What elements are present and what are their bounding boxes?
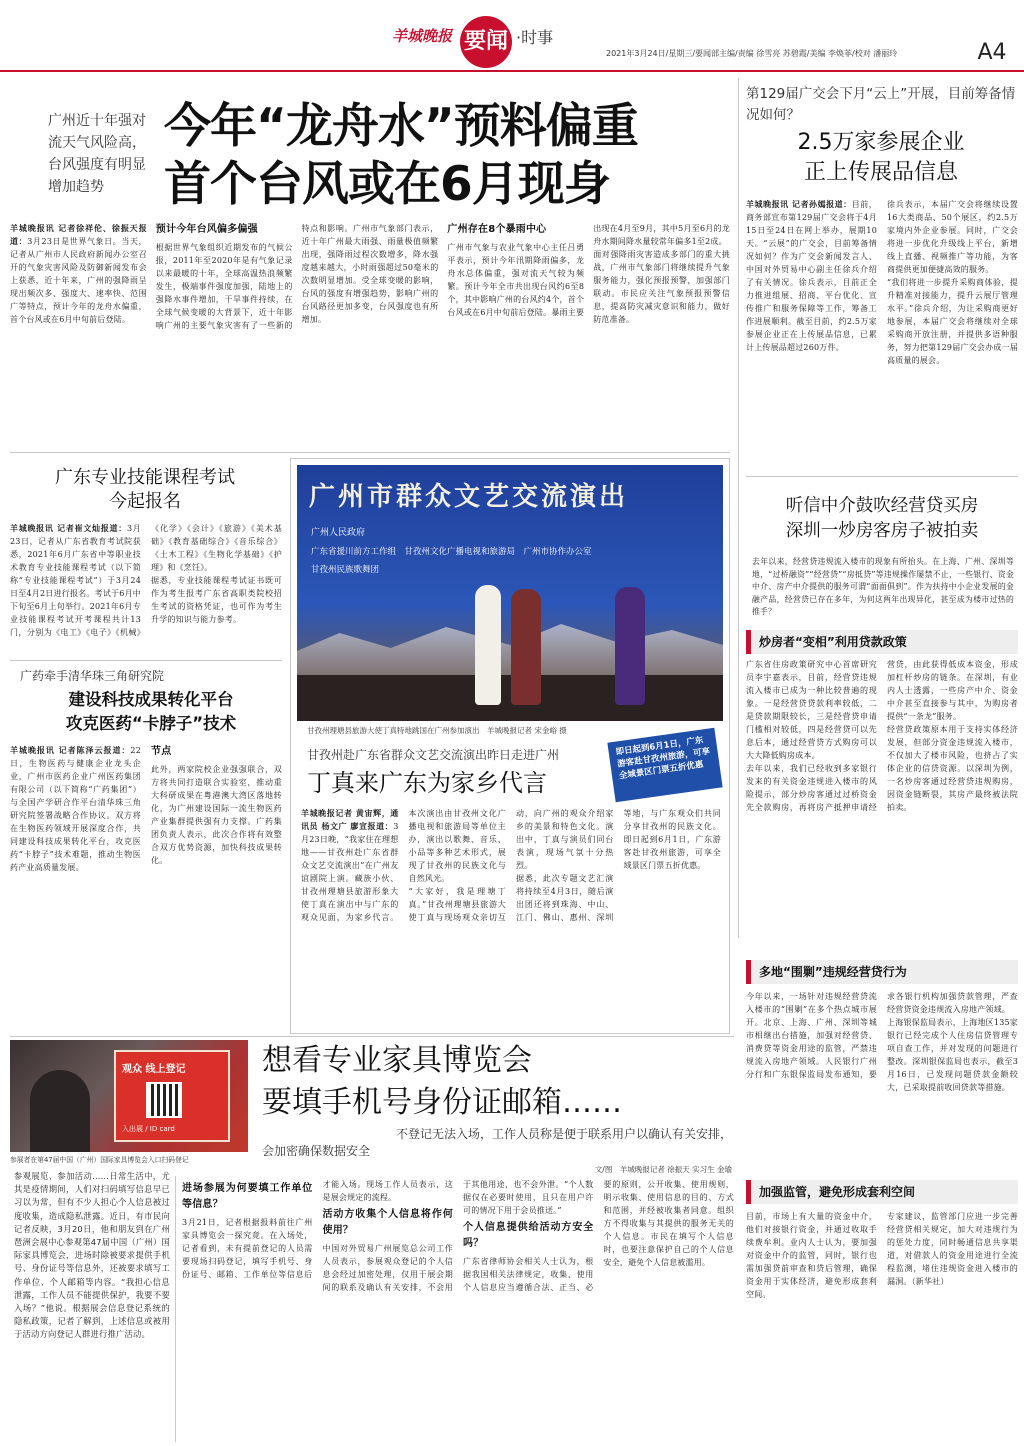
mountain-backdrop	[297, 615, 723, 675]
housing-section-2-bar: 多地“围剿”违规经营贷行为	[746, 960, 1018, 984]
expo-paragraph-3: 广东省律师协会相关人士认为，根据我国相关法律规定，收集、使用个人信息应当遵循合法、正当、必要的原则，公开收集、使用规则，明示收集、使用信息的目的、方式和范围，并经被收集者同意。组织方不得收集与其提供的服务无关的个人信息。市民在填写个人信息时，也要注意保护自己的个人信息安全，避免个人信息被滥用。	[463, 1180, 734, 1292]
divider-expo-intro	[175, 1176, 176, 1442]
canton-fair-paragraph-3: “我们将进一步提升采购商体验，提升精准对接能力，提升云展厅管理水平。”徐兵介绍，为让采购商更好地参展，本届广交会将继续对全球采购商开放注册，并提供多语种服务，努力把第129届广交会办成一届高质量的展会。	[887, 278, 1018, 365]
lead-paragraph-2: 根据世界气象组织近期发布的气候公报，2011年至2020年是有气象记录以来最暖的十年，全球高温热浪频繁发生，极端事件强度加强，陆地上的强降水事件增加，干旱事件持续，在全球气候变暖的大背景下，近十年影响广州的主要气象灾害有了一些新的特点和影响。广州市气象部门表示，近十年广州最大雨强、雨量极值频繁出现，强降雨过程次数增多，降水强度越来越大，小时雨强超过50毫米的次数明显增加。受全球变暖的影响，台风的强度有增强趋势，影响广州的台风路径更加多变，台风强度也有所增加。	[155, 224, 439, 330]
canton-fair-title-line-2: 正上传展品信息	[803, 160, 958, 185]
expo-subhead-2: 活动方收集个人信息将作何使用？	[322, 1209, 453, 1236]
pharma-headline	[20, 688, 282, 738]
lead-title-line-1: 今年“龙舟水”预料偏重	[164, 99, 638, 154]
housing-section-2-paragraph-2: 上海银保监局表示，上海地区135家银行已经完成个人住房信贷管理专项自查工作，并对发现的问题进行整改。深圳银保监局也表示，截至3月16日，已发现问题贷款金额较大，已采取提前收回贷款等措施。	[887, 1018, 1018, 1092]
dingzhen-paragraph-3: 据悉，此次专题文艺汇演将持续至4月3日，随后演出团还将到珠海、中山、江门、佛山、惠州、深圳等地，与广东观众们共同分享甘孜州的民族文化。即日起到6月1日，广东游客赴甘孜州旅游，可享全域景区门票五折优惠。	[516, 809, 721, 922]
pharma-paragraph-2: 此外，两家院校企业强强联合，双方将共同打造联合实验室，推动重大科研成果在粤港澳大湾区落地转化，为广州建设国际一流生物医药产业集群提供强有力支撑。广药集团负责人表示，此次合作将有效整合双方优势资源，加快科技成果转化。	[151, 765, 282, 865]
skills-exam-title-line-2: 今起报名	[109, 491, 181, 512]
skills-exam-paragraph-2: 据悉，专业技能课程考试证书既可作为考生报考广东省高职类院校招生考试的资格凭证，也可作为考生升学的知识与能力参考。	[151, 576, 282, 624]
section-badge: 要闻	[460, 16, 512, 68]
pharma-title-line-1: 建设科技成果转化平台	[68, 690, 234, 709]
housing-section-3-paragraph-1: 目前，市场上有大量的资金中介，他们对接银行资金，并通过收取手续费牟利。业内人士认为，要加强对资金中介的监管，同时，银行也需加强贷前审查和贷后管理，确保资金用于实体经济，避免形成套利空间。	[746, 1212, 877, 1299]
canton-fair-headline	[746, 128, 1016, 190]
housing-section-2-paragraph-1: 今年以来，一场针对违规经营贷流入楼市的“围剿”在多个热点城市展开。北京、上海、广州、深圳等城市相继出台措施，加强对经营贷、消费贷等资金用途的监管，严禁违规流入房地产领域。人民银行广州分行和广东银保监局发布通知，要求各银行机构加强贷款管理，严查经营贷资金违规流入房地产领域。	[746, 992, 1018, 1079]
expo-sign-text: 观众 线上登记	[122, 1064, 186, 1075]
housing-section-1-body	[746, 658, 1018, 928]
skills-exam-paragraph-1: 3月23日，记者从广东省教育考试院获悉，2021年6月广东省中等职业技术教育专业技能课程考试（以下简称“专业技能课程考试”）于3月24日至4月2日进行报名。考试于6月中下旬至6月上旬举行。2021年6月专业技能课程考试开考课程共计13门，分别为《电工》《电子》《机械》《化学》《会计》《旅游》《美术基础》《教育基础综合》《音乐综合》《土木工程》《生物化学基础》《护理》和《烹饪》。	[10, 524, 282, 637]
header-rule	[0, 70, 1024, 72]
canton-fair-byline: 羊城晚报讯 记者孙嫣报道：	[746, 199, 852, 209]
lead-body	[10, 222, 730, 448]
expo-photo-caption: 参展者在第47届中国（广州）国际家具博览会入口扫码登记	[10, 1156, 189, 1164]
housing-section-3-bar: 加强监管，避免形成套利空间	[746, 1180, 1018, 1204]
skills-exam-headline	[10, 466, 280, 518]
expo-title-line-1: 想看专业家具博览会	[262, 1043, 532, 1078]
pharma-title-line-2: 攻克医药“卡脖子”技术	[65, 714, 237, 733]
lead-paragraph-3: 广州市气象与农业气象中心主任吕勇平表示，预计今年汛期降雨偏多，龙舟水总体偏重，强对流天气较为频繁。预计今年全市共出现台风约6至8个，其中影响广州的台风约4个，首个台风或在6月中旬前后登陆。暴雨主要出现在4月至9月，其中5月至6月的龙舟水期间降水量较常年偏多1至2成。	[447, 224, 730, 317]
expo-title-line-2: 要填手机号身份证邮箱……	[262, 1085, 622, 1120]
expo-deck	[262, 1126, 732, 1162]
stage-banner-org-2: 广东省援川前方工作组 甘孜州文化广播电视和旅游局 广州市协作办公室	[311, 547, 592, 557]
performer-dingzhen	[511, 589, 541, 705]
lead-headline	[164, 98, 724, 218]
housing-section-3-paragraph-2: 专家建议，监管部门应进一步完善经营贷相关规定，加大对违规行为的惩处力度，同时畅通信息共享渠道，对借款人的资金用途进行全流程监测，堵住违规资金进入楼市的漏洞。（新华社）	[887, 1212, 1018, 1286]
canton-fair-paragraph-2: 徐兵表示，本届广交会将继续设置16大类商品、50个展区，约2.5万家境内外企业参展。同时，广交会将进一步优化升级线上平台，新增线上直播、视频推广等功能，为客商提供更加便捷高效的服务。	[887, 200, 1018, 274]
discount-stamp: 即日起到6月1日，广东游客赴甘孜州旅游，可享全域景区门票五折优惠	[607, 728, 722, 802]
expo-deck-line-2: 会加密确保数据安全	[262, 1144, 371, 1158]
pharma-body	[10, 744, 282, 1034]
divider-lead-bottom	[10, 452, 730, 453]
housing-section-2-body	[746, 990, 1018, 1172]
expo-photo	[10, 1040, 248, 1152]
page-meta: 2021年3月24日/星期三/要闻部主编/责编 徐雪亮 苏碧霞/美编 李焕菲/校对 潘丽玲	[606, 49, 898, 58]
stage-banner-org-1: 广州人民政府	[311, 528, 366, 538]
lead-title-line-2: 首个台风或在6月现身	[164, 157, 610, 212]
pharma-paragraph-1: 22日，生物医药与健康企业龙头企业，广州市医药企业广州医药集团有限公司（以下简称“广药集团”）与全国产学研合作平台清华珠三角研究院签署战略合作协议。双方将在生物医药领域开展深度合作，共同建设科技成果转化平台，攻克医药“卡脖子”技术难题，推动生物医药产业高质量发展。	[10, 746, 141, 872]
expo-body	[182, 1178, 734, 1442]
performance-photo	[297, 465, 723, 721]
photo-caption: 甘孜州理塘县旅游大使丁真特地跳国在广州参加演出 羊城晚报记者 宋金峪 摄	[307, 726, 567, 735]
dingzhen-kicker: 甘孜州赴广东省群众文艺交流演出昨日走进广州	[307, 748, 560, 762]
lead-subhead-1: 预计今年台风偏多偏强	[155, 224, 258, 235]
stage-banner-org-3: 甘孜州民族歌舞团	[311, 565, 380, 575]
stage-floor	[297, 675, 723, 721]
dingzhen-headline: 丁真来广东为家乡代言	[307, 769, 547, 797]
lead-byline: 羊城晚报讯 记者徐祥伦、徐振天报道：	[10, 223, 147, 246]
stage-banner-title: 广州市群众文艺交流演出	[309, 482, 629, 512]
housing-section-3-body	[746, 1210, 1018, 1436]
expo-paragraph-2: 中国对外贸易广州展览总公司工作人员表示，参展观众登记的个人信息会经过加密处理，仅用于展会期间的联系及确认有关安排，不会用于其他用途，也不会外泄。“个人数据仅在必要时使用，且只在用户许可的情况下用于会员推送。”	[322, 1180, 594, 1292]
canton-fair-body	[746, 198, 1018, 468]
lead-kicker: 广州近十年强对流天气风险高，台风强度有明显增加趋势	[48, 113, 146, 195]
subsection-label: ·时事	[516, 28, 554, 47]
expo-sign-subtext: 入出展 / ID card	[122, 1125, 175, 1133]
canton-fair-paragraph-1: 目前，商务部宣布第129届广交会将于4月15日至24日在网上举办，展期10天。“云展”的广交会，目前筹备情况如何？作为广交会新闻发言人、中国对外贸易中心副主任徐兵介绍了有关情况。徐兵表示，目前正全力推进组展、招商、平台优化、宣传推广和服务保障等工作，筹备工作进展顺利。截至目前，约2.5万家参展企业正在上传展品信息，已累计上传展品超过260万件。	[746, 200, 877, 352]
divider-canton-bottom	[746, 476, 1018, 477]
divider-skills-bottom	[10, 660, 282, 661]
skills-exam-body	[10, 522, 282, 652]
lead-paragraph-1: 3月23日是世界气象日。当天，记者从广州市人民政府新闻办公室召开的气象灾害风险及防御新闻发布会上获悉，近十年来，广州的强降雨呈现出频次多、强度大、速率快、范围广等特点，预计今年的龙舟水偏重，首个台风或在6月中旬前后登陆。	[10, 237, 147, 324]
lead-subhead-2: 广州存在8个暴雨中心	[447, 224, 547, 235]
housing-title-line-1: 听信中介鼓吹经营贷买房	[785, 496, 979, 516]
performer-host	[615, 587, 645, 705]
brand-logo: 羊城晚报	[392, 27, 453, 45]
dingzhen-body	[301, 807, 721, 1029]
expo-paragraph-1: 3月21日，记者根据报料前往广州家具博览会一探究竟。在入场处，记者看到，未有提前登记的人员需要现场扫码登记，填写手机号、身份证号、邮箱、工作单位等信息后才能入场。现场工作人员表示，这是展会规定的流程。	[182, 1180, 453, 1279]
housing-title-line-2: 深圳一炒房客房子被拍卖	[785, 521, 979, 541]
expo-signboard	[114, 1050, 230, 1142]
masthead	[0, 0, 1024, 72]
dingzhen-paragraph-2: “大家好，我是理塘丁真。”甘孜州理塘县旅游大使丁真与现场观众亲切互动，向广州的观众介绍家乡的美景和特色文化。演出中，丁真与演员们同台表演，现场气氛十分热烈。	[408, 809, 614, 922]
expo-credit: 文/图 羊城晚报记者 徐振天 实习生 金瑜	[594, 1165, 732, 1174]
qr-code-icon	[146, 1082, 182, 1118]
performer-hostess	[475, 585, 501, 705]
expo-subhead-1: 进场参展为何要填工作单位等信息？	[182, 1183, 313, 1210]
canton-fair-kicker: 第129届广交会下月“云上”开展，目前筹备情况如何？	[746, 86, 1016, 123]
housing-section-1-bar: 炒房者“变相”利用贷款政策	[746, 630, 1018, 654]
pharma-byline: 羊城晚报讯 记者陈泽云报道：	[10, 745, 131, 755]
housing-section-1-paragraph-1: 广东省住房政策研究中心首席研究员李宇嘉表示，目前，经营贷违规流入楼市已成为一种比较普遍的现象。一是经营贷贷款利率较低，二是贷款期限较长，三是经营贷申请门槛相对较低，四是经营贷可以先息后本，通过经营贷方式购房可以大大降低购房成本。	[746, 660, 877, 760]
housing-headline	[746, 494, 1018, 546]
pharma-kicker: 广药牵手清华珠三角研究院	[20, 669, 165, 683]
housing-section-1-paragraph-2: 去年以来，我们已经收到多家银行发来的有关资金违规进入楼市的风险提示，部分炒房客通过过桥资金先全款购房，再将房产抵押申请经营贷，由此获得低成本资金，形成加杠杆炒房的链条。在深圳，有业内人士透露，一些房产中介、资金中介甚至直接参与其中，为购房者提供“一条龙”服务。	[746, 660, 1018, 812]
lead-paragraph-4: 面对强降雨灾害造成多部门的重大挑战，广州市气象部门将继续提升气象服务能力，强化预报预警，加强部门联动。市民应关注气象预报预警信息，提高防灾减灾意识和能力，做好防范准备。	[593, 250, 730, 324]
dingzhen-paragraph-1: 3月23日晚，“我家住在理想地——甘孜州赴广东省群众文艺交流演出”在广州友谊剧院上演。藏族小伙、甘孜州理塘县旅游形象大使丁真在演出中与广东的观众见面，为家乡代言。本次演出由甘孜州文化广播电视和旅游局等单位主办，演出以歌舞、音乐、小品等多种艺术形式，展现了甘孜州的民族文化与自然风光。	[301, 809, 506, 922]
expo-subhead-3: 个人信息提供给活动方安全吗？	[463, 1222, 594, 1249]
expo-intro: 参观展览、参加活动……日常生活中，尤其是疫情期间，人们对扫码填写信息早已习以为常，但有不少人担心个人信息被过度收集，造成隐私泄露。近日，有市民向记者反映，3月20日，他和朋友到在广州琶洲会展中心参观第47届中国（广州）国际家具博览会，进场时除被要求提供手机号、身份证号等信息外，还被要求填写工作单位、个人邮箱等内容。“我担心信息泄露，工作人员不能提供保护，我要不要入场？”他说。根据展会信息登记系统的隐私政策，记者了解到，上述信息或被用于活动方向登记人群进行推广活动。	[14, 1171, 170, 1340]
skills-exam-title-line-1: 广东专业技能课程考试	[55, 467, 235, 488]
divider-expo-top	[10, 1036, 734, 1037]
dingzhen-box	[290, 458, 730, 1034]
skills-exam-byline: 羊城晚报讯 记者崔文灿报道：	[10, 523, 127, 533]
visitor-silhouette	[30, 1070, 90, 1152]
expo-headline	[262, 1040, 732, 1126]
divider-right-col	[738, 78, 739, 938]
page-number: A4	[977, 40, 1007, 65]
dingzhen-byline: 羊城晚报记者 黄宙辉，通讯员 杨文广 廖宣报道：	[301, 808, 399, 831]
expo-deck-line-1: 不登记无法入场，工作人员称是便于联系用户以确认有关安排，	[395, 1127, 732, 1141]
housing-lead: 去年以来，经营贷违规流入楼市的现象有所抬头。在上海、广州、深圳等地，“过桥融资”“经营贷”“房抵贷”等违规操作屡禁不止，一些银行、资金中介、房产中介提供的服务可谓“面面俱到”。作为扶持中小企业发展的金融产品，经营贷已存在多年，为何这两年出现异化，甚至成为楼市过热的推手？	[752, 557, 1014, 616]
canton-fair-title-line-1: 2.5万家参展企业	[797, 130, 965, 155]
pharma-subhead: 节点	[151, 746, 172, 757]
housing-section-1-paragraph-3: 经营贷政策原本用于支持实体经济发展，但部分资金违规流入楼市，不仅加大了楼市风险，也挤占了实体企业的信贷资源。以深圳为例，一名炒房客通过经营贷违规购房，因资金链断裂，其房产最终被法院拍卖。	[887, 725, 1018, 812]
